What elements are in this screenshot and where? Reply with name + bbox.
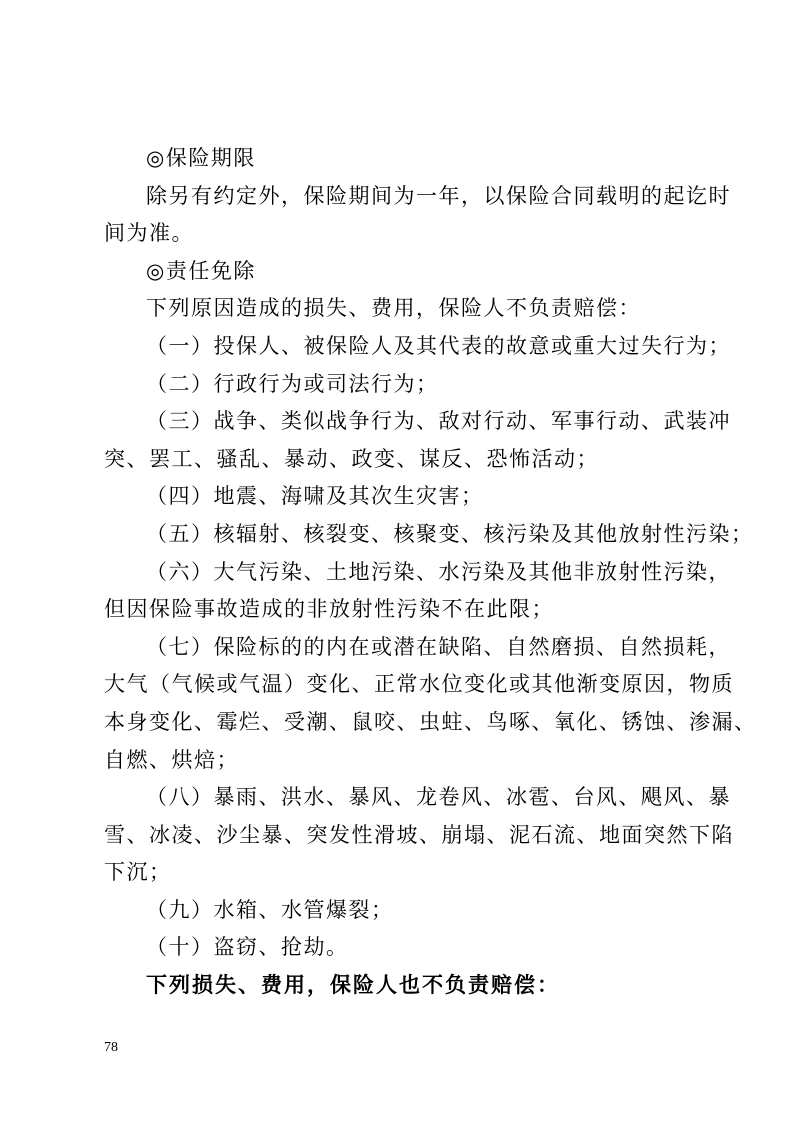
list-item-continuation: 雪、冰凌、沙尘暴、突发性滑坡、崩塌、泥石流、地面突然下陷: [104, 822, 734, 847]
list-item: （五）核辐射、核裂变、核聚变、核污染及其他放射性污染；: [146, 521, 754, 546]
list-item-continuation: 自燃、烘焙；: [104, 747, 239, 772]
list-item: （三）战争、类似战争行为、敌对行动、军事行动、武装冲: [146, 409, 731, 434]
paragraph-line: 间为准。: [104, 221, 194, 246]
list-item: （二）行政行为或司法行为；: [146, 371, 439, 396]
list-item-continuation: 本身变化、霉烂、受潮、鼠咬、虫蛀、鸟啄、氧化、锈蚀、渗漏、: [104, 709, 757, 734]
section-heading-insurance-period: ◎保险期限: [146, 146, 256, 170]
section-heading-exclusions: ◎责任免除: [146, 258, 256, 283]
list-item-continuation: 下沉；: [104, 860, 172, 885]
paragraph-line: 除另有约定外，保险期间为一年，以保险合同载明的起讫时: [146, 183, 731, 208]
list-item: （九）水箱、水管爆裂；: [146, 897, 394, 922]
list-item: （一）投保人、被保险人及其代表的故意或重大过失行为；: [146, 333, 731, 358]
page-number: 78: [104, 1040, 118, 1055]
list-item-continuation: 突、罢工、骚乱、暴动、政变、谋反、恐怖活动；: [104, 446, 599, 471]
paragraph-line: 下列原因造成的损失、费用，保险人不负责赔偿：: [146, 296, 641, 321]
list-item: （七）保险标的的内在或潜在缺陷、自然磨损、自然损耗，: [146, 634, 731, 659]
list-item: （四）地震、海啸及其次生灾害；: [146, 484, 484, 509]
document-body: [104, 140, 757, 1005]
list-item: （六）大气污染、土地污染、水污染及其他非放射性污染，: [146, 559, 731, 584]
list-item-continuation: 但因保险事故造成的非放射性污染不在此限；: [104, 597, 554, 622]
list-item: （八）暴雨、洪水、暴风、龙卷风、冰雹、台风、飓风、暴: [146, 785, 731, 810]
list-item-continuation: 大气（气候或气温）变化、正常水位变化或其他渐变原因，物质: [104, 672, 734, 697]
list-item: （十）盗窃、抢劫。: [146, 935, 349, 960]
bold-heading: 下列损失、费用，保险人也不负责赔偿：: [146, 973, 560, 998]
